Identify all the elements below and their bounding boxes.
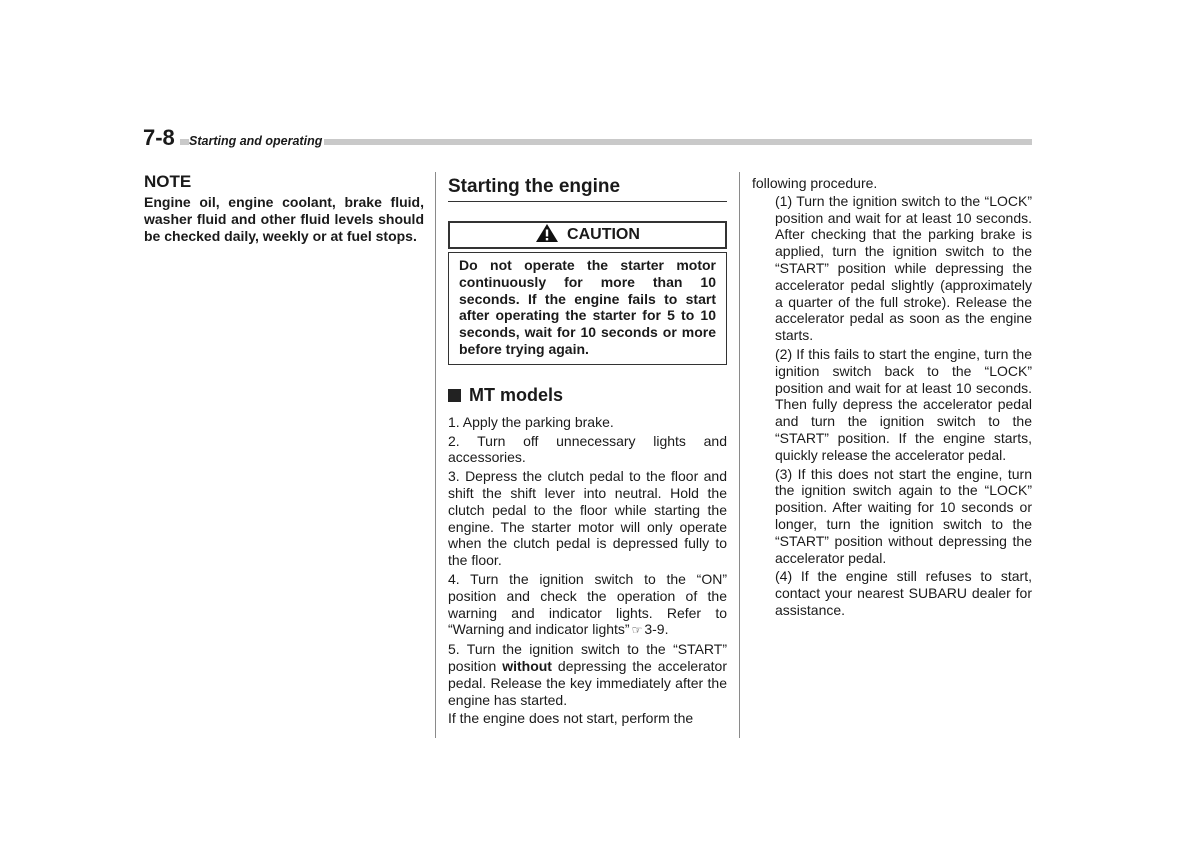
note-column (144, 172, 424, 245)
procedure-step-1: (1) Turn the ignition switch to the “LOCK” position and wait for at least 10 seconds. After checking that the parking brake is applied, turn the ignition switch to the “START” position while depressing the accelerator pedal slightly (approximately a quarter of the full stroke). Release the accelerator pedal as soon as the engine starts. (775, 192, 1032, 344)
caution-text: Do not operate the starter motor continuously for more than 10 seconds. If the engine fails to start after operating the starter for 5 to 10 seconds, wait for 10 seconds or more before trying again. (448, 252, 727, 365)
middle-column (448, 176, 727, 727)
procedure-step-3: (3) If this does not start the engine, turn the ignition switch again to the “LOCK” position. After waiting for 10 seconds or longer, turn the ignition switch to the “START” position without depressing the accelerator pedal. (775, 465, 1032, 566)
step-4 (448, 571, 727, 639)
note-title: NOTE (144, 172, 192, 191)
caution-header (448, 221, 727, 249)
step-5-text-end: depressing the accelerator pedal. Release the key immediately after the engine has started. (448, 657, 727, 708)
subsection-title: MT models (469, 384, 564, 405)
note-body: Engine oil, engine coolant, brake fluid, washer fluid and other fluid levels should be checked daily, weekly or at fuel stops. (144, 194, 424, 244)
section-title: Starting and operating (189, 134, 323, 148)
closing-text: If the engine does not start, perform the (448, 710, 694, 727)
step-3: 3. Depress the clutch pedal to the floor and shift the shift lever into neutral. Hold the clutch pedal to the floor while starting the engine. The starter motor will only operate when the clutch pedal is depressed fully to the floor. (448, 468, 727, 569)
caution-label: CAUTION (567, 226, 640, 243)
section-heading: Starting the engine (448, 176, 727, 202)
procedure-list (775, 193, 1032, 619)
page-number: 7-8 (143, 125, 175, 150)
step-4-text: 4. Turn the ignition switch to the “ON” position and check the operation of the warning and indicator lights. Refer to “Warning and indicator lights” (448, 570, 727, 638)
step-1: 1. Apply the parking brake. (448, 413, 614, 430)
step-2: 2. Turn off unnecessary lights and accessories. (448, 432, 727, 466)
subsection-heading (448, 385, 727, 406)
step-5-emphasis: without (502, 657, 552, 674)
hand-pointer-icon: ☞ (631, 623, 643, 638)
square-bullet-icon (448, 389, 461, 402)
step-4-reference[interactable]: 3-9. (644, 621, 669, 638)
procedure-step-2: (2) If this fails to start the engine, turn the ignition switch back to the “LOCK” position and wait for at least 10 seconds. Then fully depress the accelerator pedal and turn the ignition switch to the “START” position. If the engine starts, quickly release the accelerator pedal. (775, 345, 1032, 463)
warning-triangle-icon (535, 223, 559, 248)
column-divider-left (435, 172, 436, 738)
procedure-step-4: (4) If the engine still refuses to start, contact your nearest SUBARU dealer for assistance. (775, 568, 1032, 618)
step-5 (448, 641, 727, 708)
column-divider-right (739, 172, 740, 738)
procedure-lead: following procedure. (752, 175, 878, 191)
step-5-text-start: 5. Turn the ignition switch to the “START” position (448, 641, 727, 674)
right-column (752, 175, 1032, 619)
